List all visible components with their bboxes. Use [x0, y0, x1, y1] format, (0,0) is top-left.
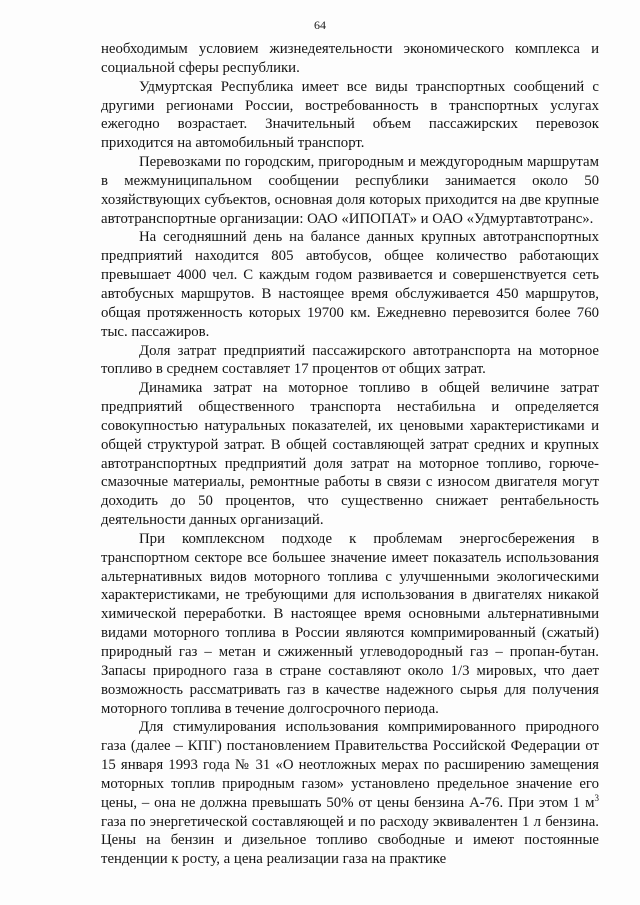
paragraph: необходимым условием жизнедеятельности экономического комплекса и социальной сферы республики. [101, 41, 599, 76]
page-number: 64 [314, 18, 326, 32]
paragraph: На сегодняшний день на балансе данных крупных автотранспортных предприятий находится 805 автобусов, общее количество работающих превышает 4000 чел. С каждым годом развивается и совершенствуется сеть автобусных маршрутов. В настоящее время обслуживается 450 маршрутов, общая протяженность которых 19700 км. Ежедневно перевозится более 760 тыс. пассажиров. [101, 229, 599, 340]
paragraph-text-part: Для стимулирования использования компримированного природного газа (далее – КПГ) постановлением Правительства Российской Федерации от 15 января 1993 года № 31 «О неотложных мерах по расширению замещения моторных топлив природным газом» установлено предельное значение его цены, – она не должна превышать 50% от цены бензина А-76. При этом 1 м [101, 719, 599, 811]
document-body [101, 40, 599, 869]
paragraph: Доля затрат предприятий пассажирского автотранспорта на моторное топливо в среднем составляет 17 процентов от общих затрат. [101, 342, 599, 378]
paragraph-last [101, 718, 599, 869]
superscript: 3 [594, 792, 599, 803]
paragraph: Динамика затрат на моторное топливо в общей величине затрат предприятий общественного транспорта нестабильна и определяется совокупностью натуральных показателей, их ценовыми характеристиками и общей структурой затрат. В общей составляющей затрат средних и крупных автотранспортных предприятий доля затрат на моторное топливо, горюче-смазочные материалы, ремонтные работы в связи с износом двигателя могут доходить до 50 процентов, что существенно снижает рентабельность деятельности данных организаций. [101, 380, 599, 529]
paragraph: При комплексном подходе к проблемам энергосбережения в транспортном секторе все большее значение имеет показатель использования альтернативных видов моторного топлива с улучшенными экологическими характеристиками, не требующими для использования в двигателях никакой химической переработки. В настоящее время основными альтернативными видами моторного топлива в России являются компримированный (сжатый) природный газ – метан и сжиженный углеводородный газ – пропан-бутан. Запасы природного газа в стране составляют около 1/3 мировых, что дает возможность рассматривать газ в качестве надежного сырья для получения моторного топлива в течение долгосрочного периода. [101, 530, 599, 717]
paragraph: Перевозками по городским, пригородным и междугородным маршрутам в межмуниципальном сообщении республики занимается около 50 хозяйствующих субъектов, основная доля которых приходится на две крупные автотранспортные организации: ОАО «ИПОПАТ» и ОАО «Удмуртавтотранс». [101, 154, 599, 227]
paragraph-text-part: газа по энергетической составляющей и по расходу эквивалентен 1 л бензина. Цены на бензин и дизельное топливо свободные и имеют постоянные тенденции к росту, а цена реализации газа на практике [101, 813, 599, 868]
paragraph: Удмуртская Республика имеет все виды транспортных сообщений с другими регионами России, востребованность в транспортных услугах ежегодно возрастает. Значительный объем пассажирских перевозок приходится на автомобильный транспорт. [101, 78, 599, 152]
